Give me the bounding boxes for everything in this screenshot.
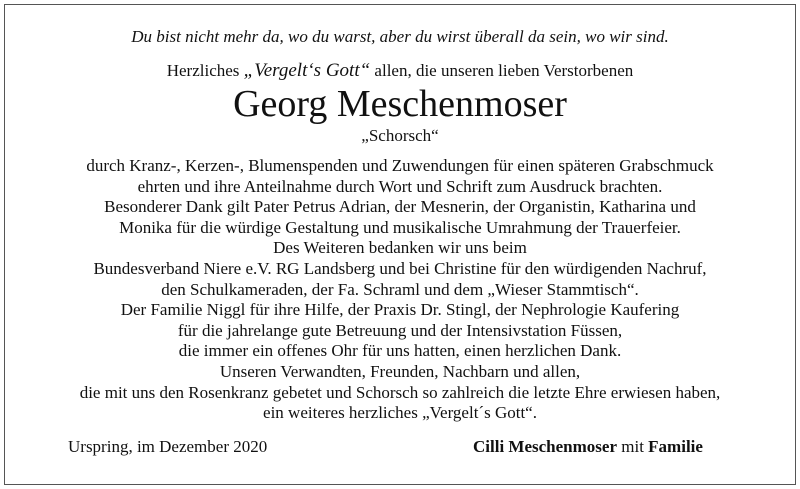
body-line: Unseren Verwandten, Freunden, Nachbarn und allen, — [219, 361, 581, 381]
place-date: Urspring, im Dezember 2020 — [68, 437, 268, 456]
body-line: Monika für die würdige Gestaltung und musikalische Umrahmung der Trauerfeier. — [119, 217, 681, 237]
signature — [473, 437, 703, 457]
body-line: durch Kranz-, Kerzen-, Blumenspenden und Zuwendungen für einen späteren Grabschmuck — [86, 156, 714, 175]
body-line: die immer ein offenes Ohr für uns hatten, einen herzlichen Dank. — [178, 341, 622, 361]
body-line: Des Weiteren bedanken wir uns beim — [273, 238, 527, 258]
motto: Du bist nicht mehr da, wo du warst, aber du wirst überall da sein, wo wir sind. — [131, 27, 669, 46]
body-line: für die jahrelange gute Betreuung und der Intensivstation Füssen, — [177, 320, 623, 340]
thanks-suffix: allen, die unseren lieben Verstorbenen — [374, 61, 634, 80]
nickname: „Schorsch“ — [361, 126, 439, 145]
body-line: die mit uns den Rosenkranz gebetet und Schorsch so zahlreich die letzte Ehre erwiesen haben, — [79, 382, 721, 402]
body-text — [0, 156, 800, 424]
thanks-line — [0, 60, 800, 82]
signature-name: Cilli Meschenmoser — [473, 437, 617, 456]
signature-family: Familie — [648, 437, 703, 456]
body-line: Der Familie Niggl für ihre Hilfe, der Praxis Dr. Stingl, der Nephrologie Kaufering — [120, 300, 680, 320]
body-line: den Schulkameraden, der Fa. Schraml und dem „Wieser Stammtisch“. — [161, 279, 639, 299]
body-line: ehrten und ihre Anteilnahme durch Wort und Schrift zum Ausdruck brachten. — [137, 176, 663, 196]
signature-connector: mit — [621, 437, 644, 456]
body-line: Besonderer Dank gilt Pater Petrus Adrian, der Mesnerin, der Organistin, Katharina und — [104, 197, 696, 217]
thanks-prefix: Herzliches — [166, 61, 240, 80]
vergelts-gott: „Vergelt‘s Gott“ — [243, 60, 371, 81]
body-line: Bundesverband Niere e.V. RG Landsberg und bei Christine für den würdigenden Nachruf, — [93, 258, 707, 278]
body-line: ein weiteres herzliches „Vergelt´s Gott“. — [263, 403, 537, 423]
deceased-name: Georg Meschenmoser — [233, 83, 567, 125]
